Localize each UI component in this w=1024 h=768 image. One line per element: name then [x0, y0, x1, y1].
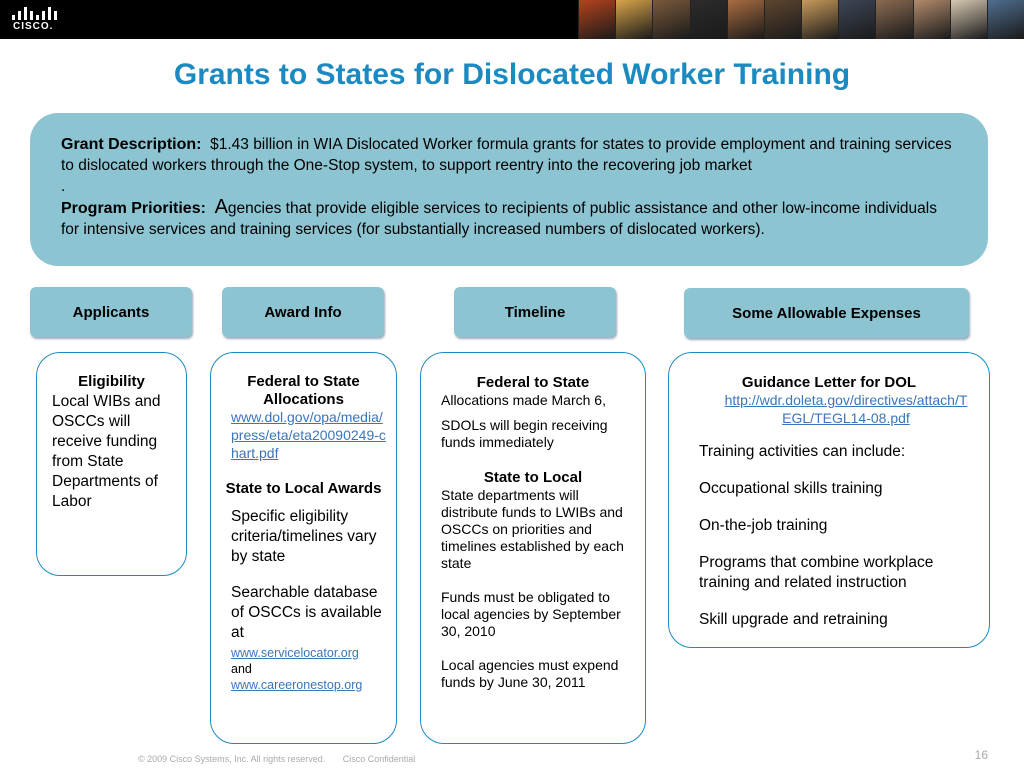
- federal-allocations-heading: Federal to State Allocations: [247, 373, 360, 408]
- timeline-distribution: State departments will distribute funds to LWIBs and OSCCs on priorities and timelines established by each state: [441, 487, 624, 571]
- header-photo: [987, 0, 1024, 39]
- expense-item: Training activities can include:: [699, 443, 906, 460]
- header-photo: [838, 0, 875, 39]
- cisco-bars-icon: [10, 6, 62, 20]
- footer: [138, 754, 415, 764]
- servicelocator-link[interactable]: www.servicelocator.org: [231, 646, 359, 660]
- header-photo: [875, 0, 912, 39]
- eligibility-criteria-text: Specific eligibility criteria/timelines vary by state: [231, 508, 377, 565]
- applicants-box: [36, 352, 187, 576]
- expense-item: Programs that combine workplace training and related instruction: [699, 554, 934, 591]
- grant-label: Grant Description:: [61, 136, 202, 153]
- copyright: © 2009 Cisco Systems, Inc. All rights reserved.: [138, 754, 326, 764]
- timeline-sdols: SDOLs will begin receiving funds immediately: [441, 417, 608, 450]
- page-number: 16: [974, 748, 988, 762]
- description-box: [30, 113, 988, 266]
- priorities-label: Program Priorities:: [61, 200, 206, 217]
- osccs-database-text: Searchable database of OSCCs is available at: [231, 584, 382, 641]
- grant-description: [61, 134, 956, 197]
- federal-to-state-heading: Federal to State: [476, 374, 590, 391]
- header-photo: [913, 0, 950, 39]
- header-photo: [727, 0, 764, 39]
- cisco-wordmark: CISCO.: [13, 21, 54, 32]
- expense-item: Occupational skills training: [699, 480, 883, 497]
- eligibility-text: Local WIBs and OSCCs will receive funding from State Departments of Labor: [52, 393, 161, 510]
- tab-expenses-label: Some Allowable Expenses: [732, 304, 921, 322]
- photo-strip: [578, 0, 1024, 39]
- eligibility-heading: Eligibility: [78, 373, 145, 390]
- dol-chart-link[interactable]: www.dol.gov/opa/media/press/eta/eta20090249-chart.pdf: [231, 409, 386, 461]
- grant-text: $1.43 billion in WIA Dislocated Worker formula grants for states to provide employment and training services to dislocated workers through the One-Stop system, to support reentry into the recovering job market: [61, 136, 952, 174]
- grant-end: .: [61, 178, 66, 195]
- tab-timeline-label: Timeline: [504, 303, 566, 321]
- tegl-link[interactable]: http://wdr.doleta.gov/directives/attach/TEGL/TEGL14-08.pdf: [724, 392, 968, 426]
- page-title: Grants to States for Dislocated Worker Training: [173, 58, 851, 91]
- expenses-list: [669, 428, 989, 630]
- timeline-expend: Local agencies must expend funds by June 30, 2011: [441, 657, 619, 690]
- expense-item: On-the-job training: [699, 517, 828, 534]
- guidance-letter-heading: Guidance Letter for DOL: [741, 374, 917, 391]
- header-photo: [690, 0, 727, 39]
- header-bar: [0, 0, 1024, 39]
- confidential-label: Cisco Confidential: [342, 754, 416, 764]
- program-priorities: [61, 197, 956, 240]
- timeline-box: [420, 352, 646, 744]
- timeline-allocations: Allocations made March 6,: [441, 392, 606, 408]
- careeronestop-link[interactable]: www.careeronestop.org: [231, 678, 363, 692]
- tab-award-info[interactable]: [222, 287, 384, 337]
- header-photo: [950, 0, 987, 39]
- and-text: and: [231, 662, 252, 676]
- cisco-logo: [10, 6, 62, 34]
- tab-applicants-label: Applicants: [72, 303, 150, 321]
- header-photo: [578, 0, 615, 39]
- tab-timeline[interactable]: [454, 287, 616, 337]
- award-info-box: [210, 352, 397, 744]
- state-local-awards-heading: State to Local Awards: [225, 480, 382, 497]
- header-photo: [652, 0, 689, 39]
- priorities-text: gencies that provide eligible services to recipients of public assistance and other low-income individuals for intensive services and training services (for substantially increased numbers of dislocated workers).: [61, 200, 937, 238]
- tab-allowable-expenses[interactable]: [684, 288, 969, 338]
- header-photo: [801, 0, 838, 39]
- state-to-local-heading: State to Local: [483, 469, 583, 486]
- header-photo: [764, 0, 801, 39]
- tab-applicants[interactable]: [30, 287, 192, 337]
- header-photo: [615, 0, 652, 39]
- expense-item: Skill upgrade and retraining: [699, 611, 888, 628]
- expenses-box: [668, 352, 990, 648]
- priorities-initial: A: [214, 196, 228, 218]
- timeline-obligation: Funds must be obligated to local agencies by September 30, 2010: [441, 589, 621, 639]
- tab-award-info-label: Award Info: [264, 303, 342, 321]
